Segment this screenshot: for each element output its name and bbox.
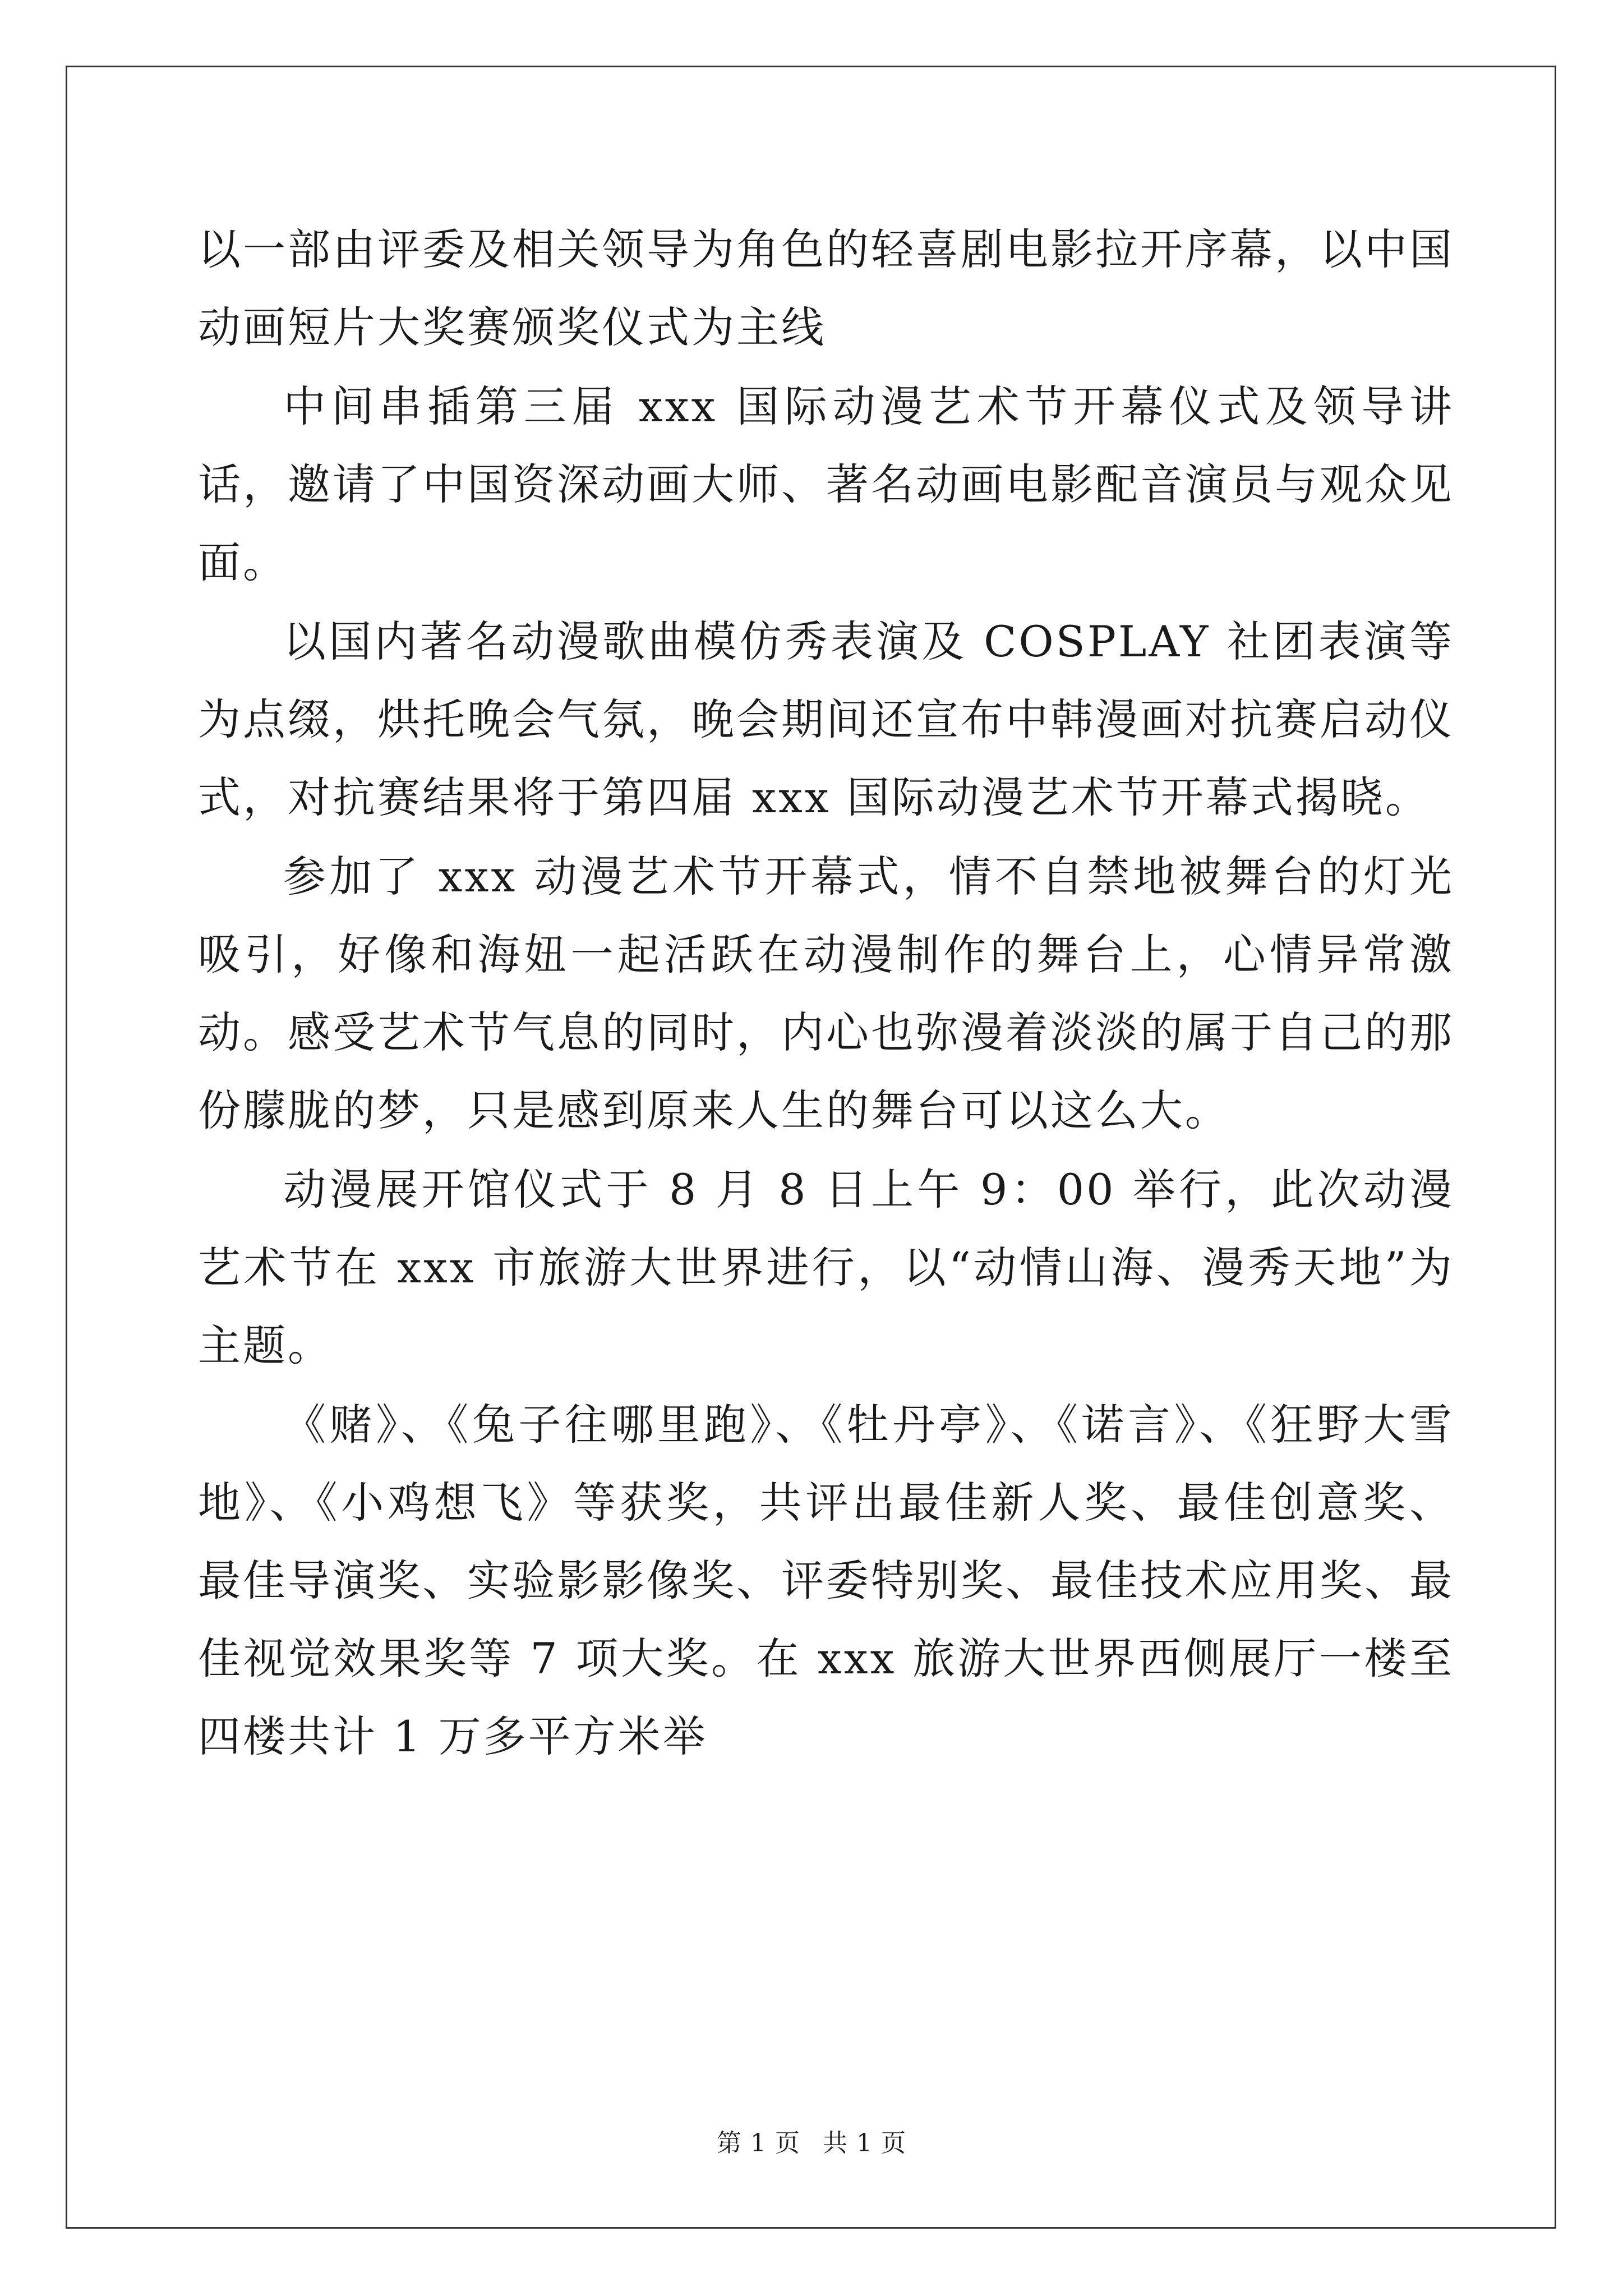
page-footer: [0, 2123, 1623, 2159]
paragraph-5: 动漫展开馆仪式于 8 月 8 日上午 9：00 举行，此次动漫艺术节在 xxx 市旅游大世界进行，以“动情山海、漫秀天地”为主题。: [198, 1165, 1454, 1370]
paragraph-6: 《赌》、《兔子往哪里跑》、《牡丹亭》、《诺言》、《狂野大雪地》、《小鸡想飞》等获奖，共评出最佳新人奖、最佳创意奖、最佳导演奖、实验影影像奖、评委特别奖、最佳技术应用奖、最佳视觉效果奖等 7 项大奖。在 xxx 旅游大世界西侧展厅一楼至四楼共计 1 万多平方米举: [198, 1400, 1454, 1761]
page-total: 共 1 页: [823, 2129, 906, 2157]
paragraph-4: 参加了 xxx 动漫艺术节开幕式，情不自禁地被舞台的灯光吸引，好像和海妞一起活跃在动漫制作的舞台上，心情异常激动。感受艺术节气息的同时，内心也弥漫着淡淡的属于自己的那份朦胧的梦，只是感到原来人生的舞台可以这么大。: [198, 852, 1454, 1135]
paragraph-2: 中间串插第三届 xxx 国际动漫艺术节开幕仪式及领导讲话，邀请了中国资深动画大师、著名动画电影配音演员与观众见面。: [198, 381, 1454, 587]
paragraph-1: 以一部由评委及相关领导为角色的轻喜剧电影拉开序幕，以中国动画短片大奖赛颁奖仪式为主线: [198, 224, 1454, 352]
document-body: [198, 210, 1454, 1777]
page-number: 第 1 页: [717, 2129, 800, 2157]
paragraph-3: 以国内著名动漫歌曲模仿秀表演及 COSPLAY 社团表演等为点缀，烘托晚会气氛，晚会期间还宣布中韩漫画对抗赛启动仪式，对抗赛结果将于第四届 xxx 国际动漫艺术节开幕式揭晓。: [198, 616, 1454, 822]
